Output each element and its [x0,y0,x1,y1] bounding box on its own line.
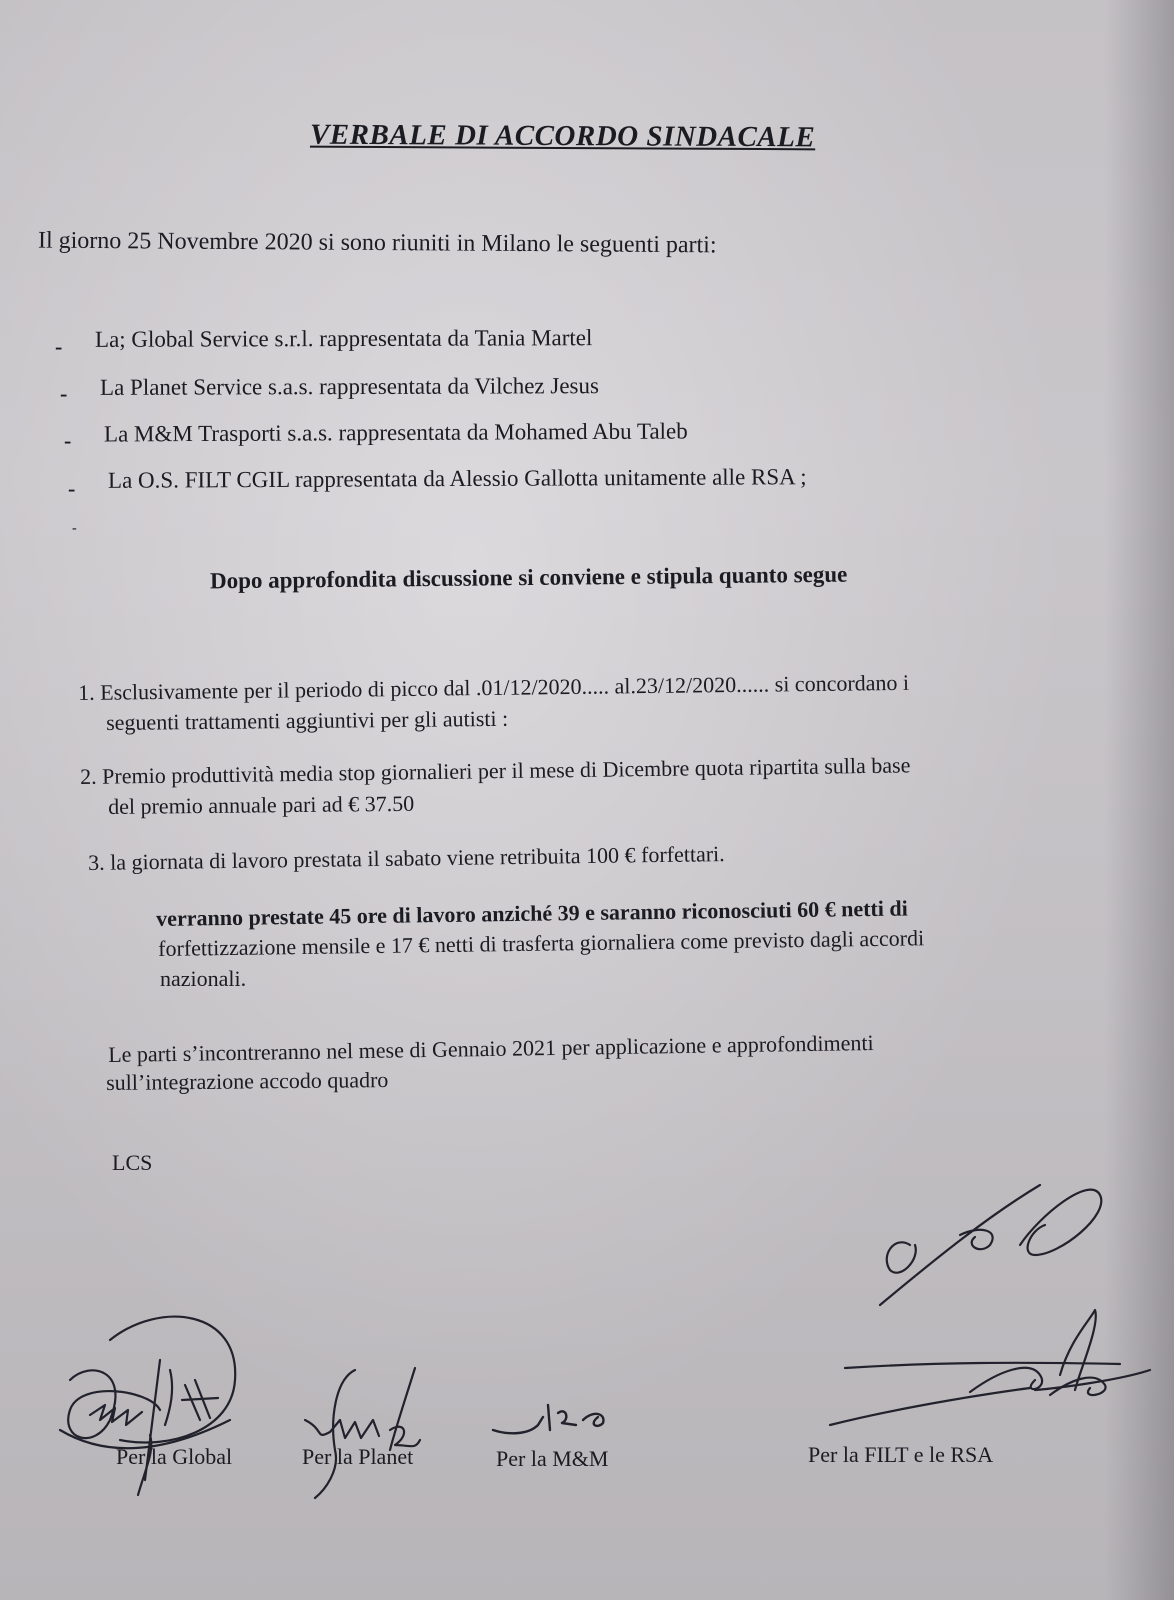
extra-line-1: verranno prestate 45 ore di lavoro anziché 39 e saranno riconosciuti 60 € netti di [156,895,908,931]
item-2-line2: del premio annuale pari ad € 37.50 [108,790,415,819]
signature-filt-upper-drawing [870,1175,1110,1315]
signature-planet-drawing [295,1360,435,1500]
party-mm: La M&M Trasporti s.a.s. rappresentata da Mohamed Abu Taleb [103,418,688,447]
signature-label-filt: Per la FILT e le RSA [808,1442,994,1467]
closing-line-2: sull’integrazione accodo quadro [106,1067,389,1095]
signature-label-mm: Per la M&M [496,1446,609,1471]
signature-label-planet: Per la Planet [302,1444,414,1469]
item-number: 1. [78,679,95,705]
lcs-label: LCS [112,1150,153,1175]
item-1 [78,668,909,708]
item-2 [80,750,911,792]
closing-line-1: Le parti s’incontreranno nel mese di Gennaio 2021 per applicazione e approfondimenti [108,1029,874,1067]
party-planet: La Planet Service s.a.s. rappresentata da Vilchez Jesus [99,373,599,400]
item-3 [88,839,725,878]
signature-global-drawing [50,1300,260,1500]
signature-mm-drawing [488,1395,618,1445]
item-text: la giornata di lavoro prestata il sabato viene retribuita 100 € forfettari. [110,841,725,875]
signature-filt-lower-drawing [820,1300,1160,1440]
bullet-mark: - [55,334,63,359]
item-number: 3. [88,849,105,875]
bullet-mark: - [64,428,72,453]
item-text: Esclusivamente per il periodo di picco dal .01/12/2020..... al.23/12/2020...... si concordano i [100,669,910,705]
party-global: La; Global Service s.r.l. rappresentata da Tania Martel [94,325,593,352]
document-title: VERBALE DI ACCORDO SINDACALE [309,118,816,154]
bullet-mark: - [60,381,68,406]
bullet-mark: - [72,521,77,536]
intro-line: Il giorno 25 Novembre 2020 si sono riuniti in Milano le seguenti parti: [37,227,717,259]
item-1-line2: seguenti trattamenti aggiuntivi per gli autisti : [106,705,509,735]
section-subtitle: Dopo approfondita discussione si conviene e stipula quanto segue [209,561,848,594]
extra-line-3: nazionali. [160,966,247,991]
bullet-mark: - [68,476,76,501]
extra-line-2: forfettizzazione mensile e 17 € netti di trasferta giornaliera come previsto dagli accordi [158,925,925,961]
party-filt: La O.S. FILT CGIL rappresentata da Alessio Gallotta unitamente alle RSA ; [107,464,807,493]
signature-label-global: Per la Global [116,1444,233,1469]
item-number: 2. [80,763,97,789]
item-text: Premio produttività media stop giornalieri per il mese di Dicembre quota ripartita sulla base [102,752,911,789]
